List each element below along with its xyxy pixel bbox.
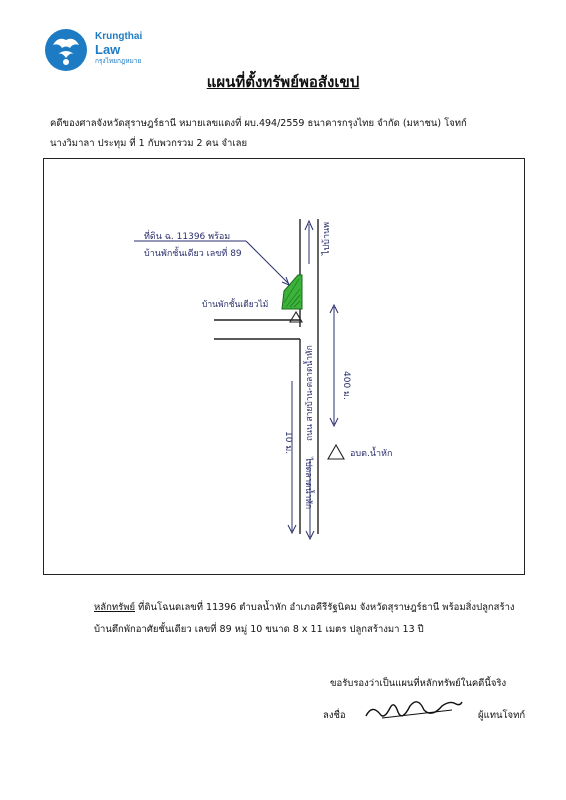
road-bottom-label: ไปตลาดน้ำหัก [303, 457, 313, 510]
location-map [43, 158, 525, 575]
case-line-2: นางวิมาลา ประทุม ที่ 1 กับพวกรวม 2 คน จำเลย [50, 138, 248, 149]
signature [362, 694, 466, 724]
property-heading: หลักทรัพย์ [94, 602, 136, 613]
property-line-2: บ้านตึกพักอาศัยชั้นเดียว เลขที่ 89 หมู่ 10 ขนาด 8 x 11 เมตร ปลูกสร้างมา 13 ปี [94, 624, 424, 635]
sign-label: ลงชื่อ [323, 710, 346, 721]
plot-leader-line [246, 241, 288, 283]
case-line-1: คดีของศาลจังหวัดสุราษฎร์ธานี หมายเลขแดงที่ ผบ.494/2559 ธนาคารกรุงไทย จำกัด (มหาชน) โจทก์ [50, 118, 467, 129]
road-top-label: ไปบ้านพ [322, 221, 332, 255]
page-title: แผนที่ตั้งทรัพย์พอสังเขป [206, 73, 360, 91]
plot-label-2: บ้านพักชั้นเดียว เลขที่ 89 [144, 249, 242, 259]
map-drawing [44, 159, 524, 574]
house-label: บ้านพักชั้นเดียวไม้ [202, 300, 269, 310]
certify-text: ขอรับรองว่าเป็นแผนที่หลักทรัพย์ในคดีนี้จริง [330, 678, 507, 689]
plot-label-1: ที่ดิน ฉ. 11396 พร้อม [144, 232, 231, 242]
krungthai-logo-icon [44, 28, 88, 72]
logo-brand: Krungthai [95, 31, 143, 42]
property-line-1 [94, 600, 515, 615]
logo-text [95, 32, 142, 65]
distance-400: 400 ม. [341, 371, 351, 400]
admin-office-triangle-icon [328, 445, 344, 459]
distance-10: 10 ม. [283, 431, 293, 455]
logo-tagline: กรุงไทยกฎหมาย [95, 57, 142, 65]
admin-office-label: อบต.น้ำหัก [350, 449, 393, 459]
signer-role: ผู้แทนโจทก์ [478, 710, 526, 721]
property-text-1: ที่ดินโฉนดเลขที่ 11396 ตำบลน้ำหัก อำเภอคีรีรัฐนิคม จังหวัดสุราษฎร์ธานี พร้อมสิ่งปลูกสร้าง [135, 602, 515, 613]
logo-brand-sub: Law [95, 42, 121, 57]
road-vertical-label: ถนน สายบ้าน-ตลาดน้ำหัก [305, 345, 315, 441]
